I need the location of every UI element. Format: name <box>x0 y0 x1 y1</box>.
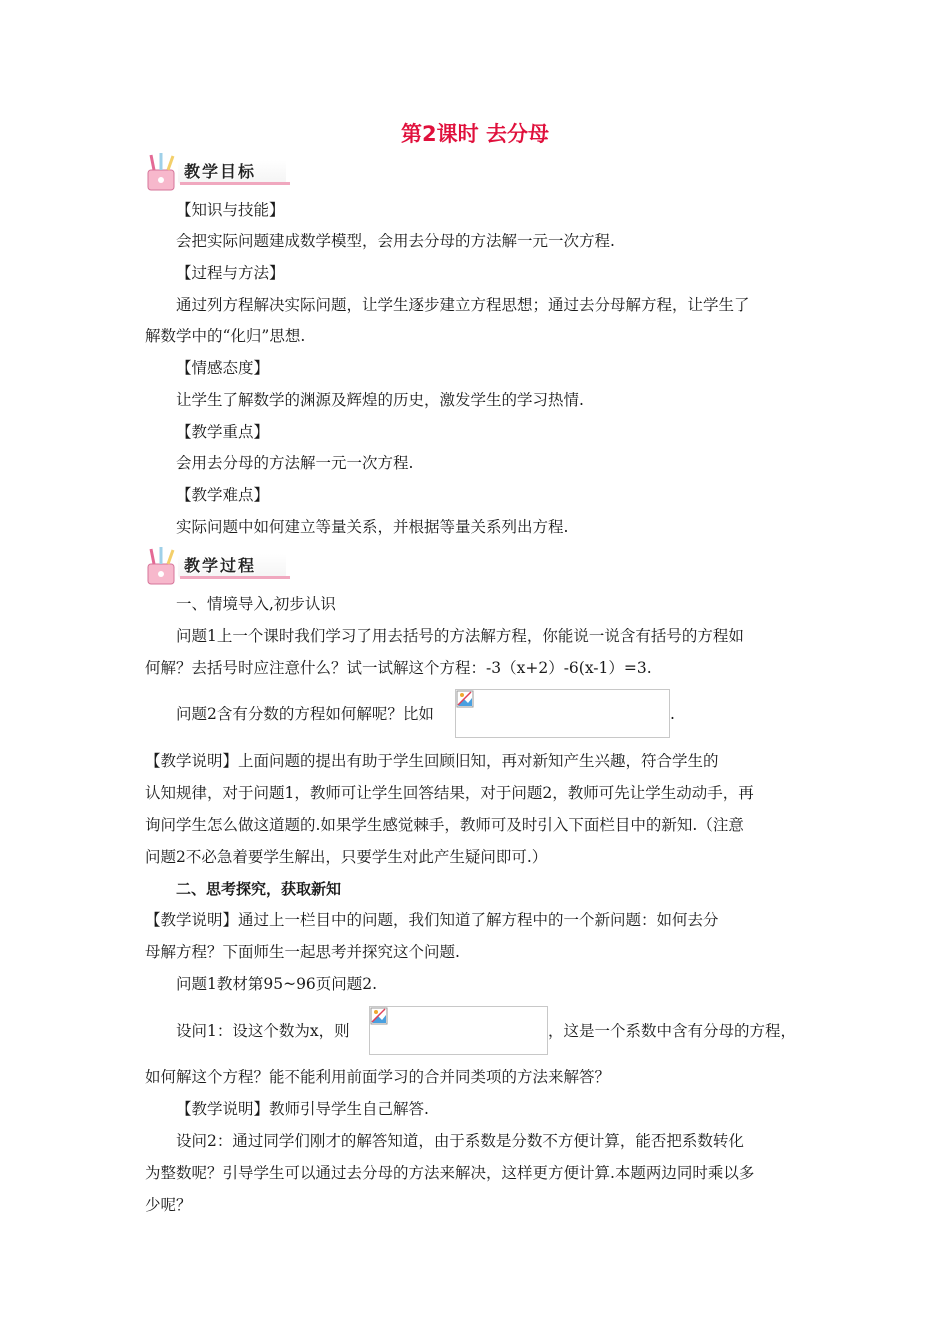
text-line: 如何解这个方程？能不能利用前面学习的合并同类项的方法来解答？ <box>145 1068 611 1086</box>
section-title-objectives: 教学目标 <box>184 162 257 181</box>
text-line: 认知规律，对于问题1，教师可让学生回答结果，对于问题2，教师可先让学生动动手，再 <box>145 784 754 802</box>
section-banner-process <box>140 546 290 586</box>
section-title-process: 教学过程 <box>184 556 257 575</box>
equation-image-placeholder <box>455 689 670 738</box>
text-line: 问题2含有分数的方程如何解呢？比如 <box>176 705 434 723</box>
text-line: 【教学说明】教师引导学生自己解答. <box>176 1100 429 1118</box>
text-line: 【教学说明】上面问题的提出有助于学生回顾旧知，再对新知产生兴趣，符合学生的 <box>145 752 719 770</box>
heading-process-method: 【过程与方法】 <box>176 264 285 282</box>
equation-image-placeholder <box>369 1006 548 1055</box>
section-banner-objectives <box>140 152 290 192</box>
text-line: 问题1上一个课时我们学习了用去括号的方法解方程，你能说一说含有括号的方程如 <box>176 627 744 645</box>
text-line: ，这是一个系数中含有分母的方程， <box>548 1022 797 1040</box>
pencil-cup-icon <box>144 546 180 586</box>
text-line: 询问学生怎么做这道题的.如果学生感觉棘手，教师可及时引入下面栏目中的新知.（注意 <box>145 816 744 834</box>
heading-attitude: 【情感态度】 <box>176 359 270 377</box>
text-line: 会把实际问题建成数学模型，会用去分母的方法解一元一次方程. <box>176 232 615 250</box>
pencil-cup-icon <box>144 152 180 192</box>
subsection-heading: 二、思考探究，获取新知 <box>176 880 342 898</box>
banner-underline <box>180 182 290 185</box>
text-line: 设问1：设这个数为x，则 <box>176 1022 350 1040</box>
text-line: 解数学中的“化归”思想. <box>145 327 306 345</box>
text-line: 问题2不必急着要学生解出，只要学生对此产生疑问即可.） <box>145 848 548 866</box>
heading-key-point: 【教学重点】 <box>176 423 270 441</box>
text-line: 设问2：通过同学们刚才的解答知道，由于系数是分数不方便计算，能否把系数转化 <box>176 1132 744 1150</box>
text-line: 【教学说明】通过上一栏目中的问题，我们知道了解方程中的一个新问题：如何去分 <box>145 911 719 929</box>
text-line: 为整数呢？引导学生可以通过去分母的方法来解决，这样更方便计算.本题两边同时乘以多 <box>145 1164 755 1182</box>
text-line: 何解？去括号时应注意什么？试一试解这个方程：-3（x+2）-6(x-1）=3. <box>145 659 652 677</box>
banner-underline <box>180 576 290 579</box>
text-line: . <box>670 705 675 723</box>
page-title: 第2课时 去分母 <box>401 122 549 146</box>
heading-knowledge: 【知识与技能】 <box>176 201 285 219</box>
broken-image-icon <box>456 690 474 708</box>
text-line: 实际问题中如何建立等量关系，并根据等量关系列出方程. <box>176 518 569 536</box>
text-line: 让学生了解数学的渊源及辉煌的历史，激发学生的学习热情. <box>176 391 584 409</box>
text-line: 少呢？ <box>145 1196 192 1214</box>
heading-difficulty: 【教学难点】 <box>176 486 270 504</box>
text-line: 母解方程？下面师生一起思考并探究这个问题. <box>145 943 460 961</box>
text-line: 通过列方程解决实际问题，让学生逐步建立方程思想；通过去分母解方程，让学生了 <box>176 296 750 314</box>
subsection-heading: 一、情境导入,初步认识 <box>176 595 336 613</box>
broken-image-icon <box>370 1007 388 1025</box>
text-line: 问题1教材第95~96页问题2. <box>176 975 378 993</box>
text-line: 会用去分母的方法解一元一次方程. <box>176 454 414 472</box>
